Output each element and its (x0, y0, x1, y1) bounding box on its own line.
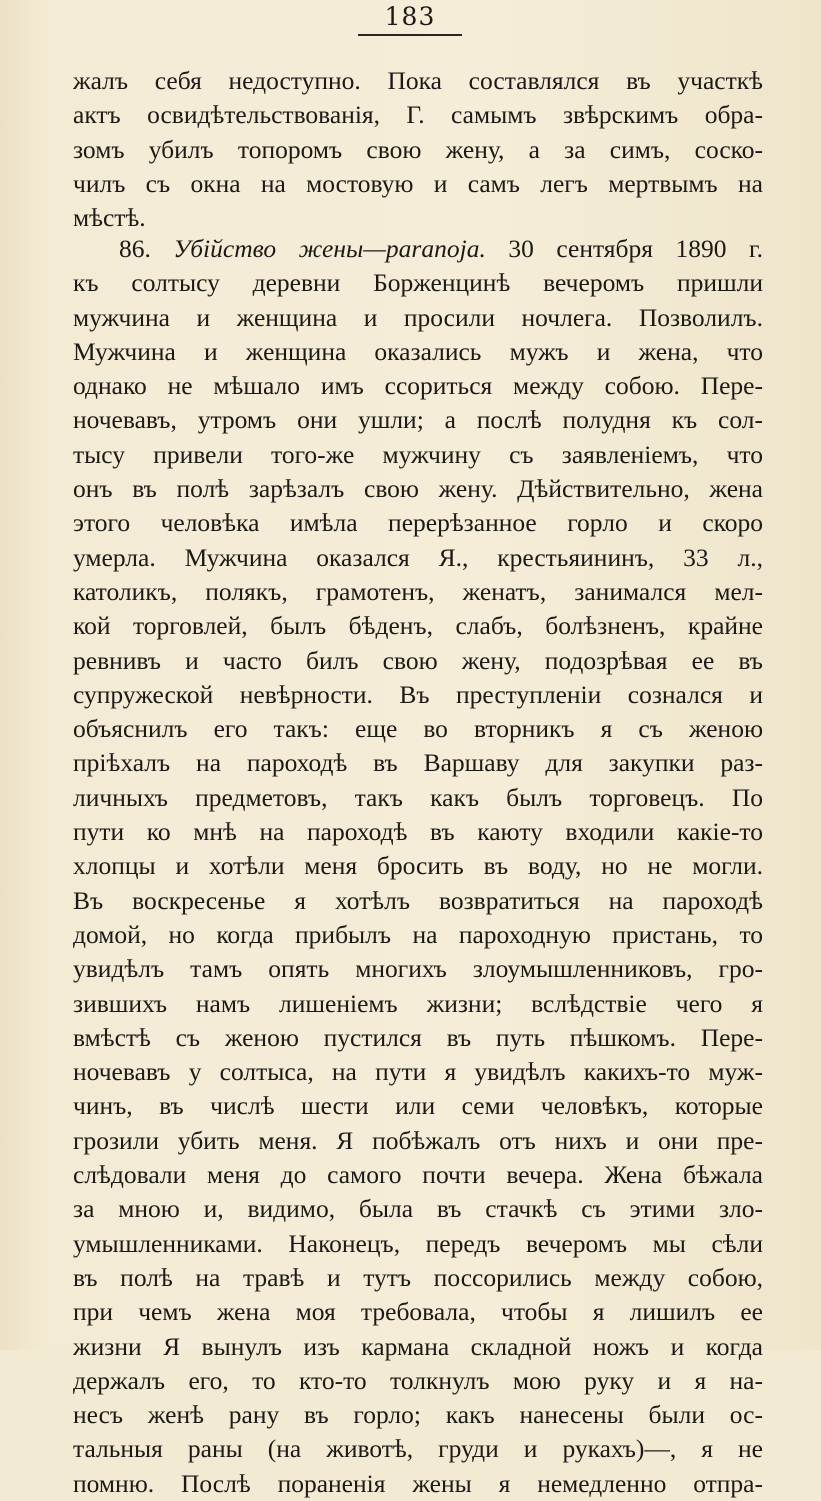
paragraph-case-86 (73, 232, 763, 1501)
text-line: ревнивъ и часто билъ свою жену, подозрѣвая ее въ (73, 645, 763, 675)
text-line: хлопцы и хотѣли меня бросить въ воду, но не могли. (73, 851, 763, 881)
text-line: жизни Я вынулъ изъ кармана складной ножъ и когда (73, 1331, 763, 1361)
text-line: къ солтысу деревни Борженцинѣ вечеромъ пришли (73, 268, 763, 298)
case-date: 30 сентября 1890 г. (508, 234, 763, 263)
text-line: домой, но когда прибылъ на пароходную пристань, то (73, 919, 763, 949)
text-line: тальныя раны (на животѣ, груди и рукахъ)—, я не (73, 1434, 763, 1464)
case-heading: Убійство жены—paranoja. (173, 234, 486, 263)
text-line: онъ въ полѣ зарѣзалъ свою жену. Дѣйствительно, жена (73, 474, 763, 504)
text-line: католикъ, полякъ, грамотенъ, женатъ, занимался мел- (73, 576, 763, 606)
text-line: умышленниками. Наконецъ, передъ вечеромъ мы сѣли (73, 1228, 763, 1258)
text-line: кой торговлей, былъ бѣденъ, слабъ, болѣзненъ, крайне (73, 611, 763, 641)
text-line: мѣстѣ. (73, 203, 146, 233)
text-line: чилъ съ окна на мостовую и самъ легъ мертвымъ на (73, 168, 763, 198)
paragraph-first-line (73, 232, 763, 266)
text-line: пути ко мнѣ на пароходѣ въ каюту входили какіе-то (73, 817, 763, 847)
header-rule (358, 34, 462, 36)
text-line: слѣдовали меня до самого почти вечера. Жена бѣжала (73, 1160, 763, 1190)
text-line: въ полѣ на травѣ и тутъ поссорились между собою, (73, 1262, 763, 1292)
text-line: тысу привели того-же мужчину съ заявленіемъ, что (73, 439, 763, 469)
text-line: держалъ его, то кто-то толкнулъ мою руку и я на- (73, 1365, 763, 1395)
text-line: ночевавъ у солтыса, на пути я увидѣлъ какихъ-то муж- (73, 1057, 763, 1087)
text-line: жалъ себя недоступно. Пока составлялся въ участкѣ (73, 66, 763, 95)
text-line: Въ воскресенье я хотѣлъ возвратиться на пароходѣ (73, 885, 763, 915)
text-line: несъ женѣ рану въ горло; какъ нанесены были ос- (73, 1400, 763, 1430)
text-line: грозили убить меня. Я побѣжалъ отъ нихъ и они пре- (73, 1125, 763, 1155)
text-line: чинъ, въ числѣ шести или семи человѣкъ, которые (73, 1091, 763, 1121)
text-line: актъ освидѣтельствованія, Г. самымъ звѣрскимъ обра- (73, 100, 763, 130)
text-line: этого человѣка имѣла перерѣзанное горло и скоро (73, 508, 763, 538)
text-line: умерла. Мужчина оказался Я., крестьяининъ, 33 л., (73, 542, 763, 572)
page-header (362, 2, 458, 32)
text-line: увидѣлъ тамъ опять многихъ злоумышленниковъ, гро- (73, 954, 763, 984)
page-number: 183 (384, 2, 436, 31)
text-line: Мужчина и женщина оказались мужъ и жена, что (73, 336, 763, 366)
text-line: ночевавъ, утромъ они ушли; а послѣ полудня къ сол- (73, 405, 763, 435)
text-line: вмѣстѣ съ женою пустился въ путь пѣшкомъ. Пере- (73, 1022, 763, 1052)
text-line: помню. Послѣ пораненія жены я немедленно отпра- (73, 1468, 763, 1498)
text-line: зомъ убилъ топоромъ свою жену, а за симъ, соско- (73, 134, 763, 164)
paragraph-continuation (73, 64, 763, 235)
text-line: пріѣхалъ на пароходѣ въ Варшаву для закупки раз- (73, 748, 763, 778)
text-line: при чемъ жена моя требовала, чтобы я лишилъ ее (73, 1297, 763, 1327)
text-line: зившихъ намъ лишеніемъ жизни; вслѣдствіе чего я (73, 988, 763, 1018)
text-line: личныхъ предметовъ, такъ какъ былъ торговецъ. По (73, 782, 763, 812)
text-line: объяснилъ его такъ: еще во вторникъ я съ женою (73, 714, 763, 744)
text-line: супружеской невѣрности. Въ преступленіи сознался и (73, 679, 763, 709)
case-number: 86. (119, 234, 151, 263)
text-line: мужчина и женщина и просили ночлега. Позволилъ. (73, 302, 763, 332)
text-line: однако не мѣшало имъ ссориться между собою. Пере- (73, 371, 763, 401)
text-line: за мною и, видимо, была въ стачкѣ съ этими зло- (73, 1194, 763, 1224)
